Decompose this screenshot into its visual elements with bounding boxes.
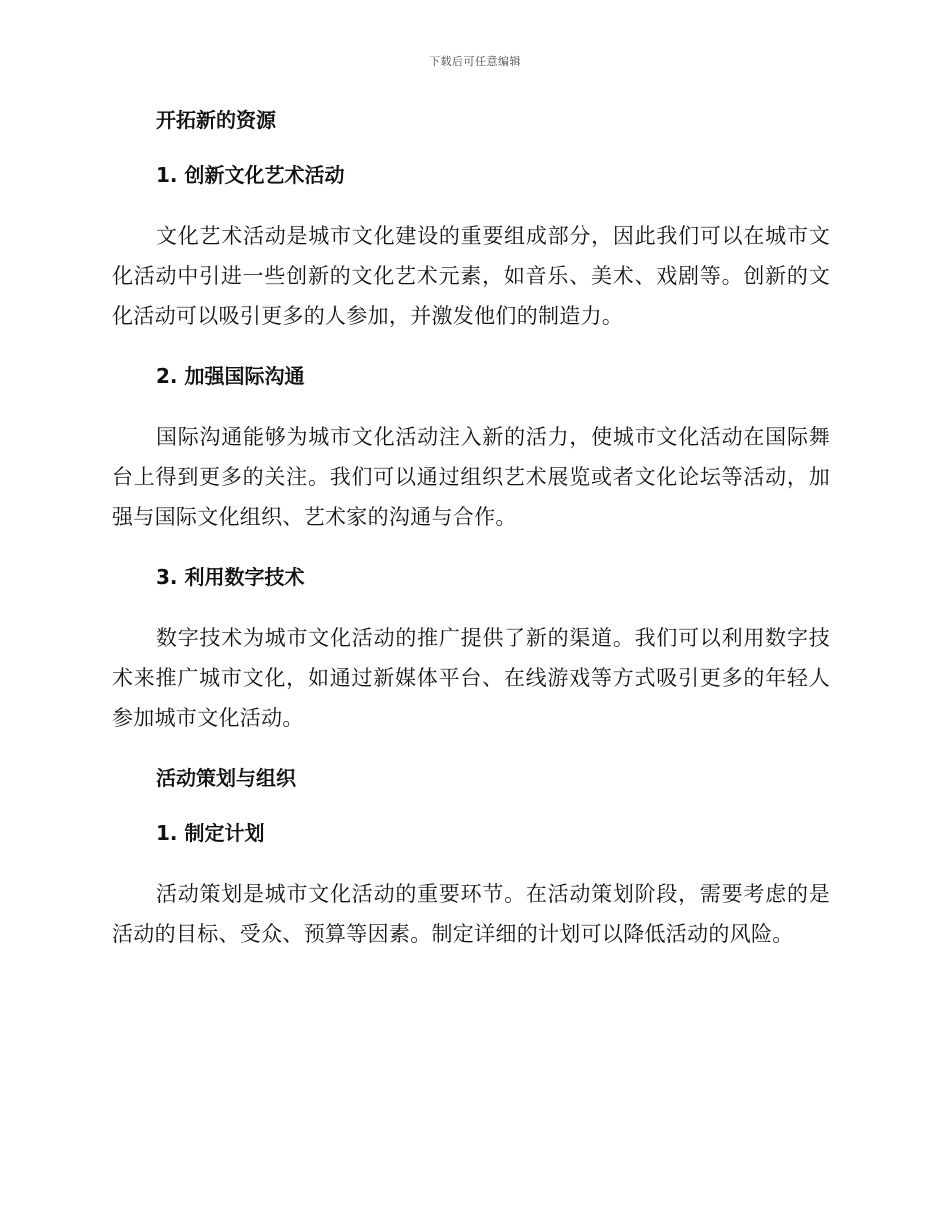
- section-title: 开拓新的资源: [156, 108, 276, 132]
- subsection-heading: 3. 利用数字技术: [156, 565, 305, 589]
- section-title: 活动策划与组织: [156, 766, 296, 790]
- paragraph: 国际沟通能够为城市文化活动注入新的活力，使城市文化活动在国际舞台上得到更多的关注。我们可以通过组织艺术展览或者文化论坛等活动，加强与国际文化组织、艺术家的沟通与合作。: [112, 425, 830, 529]
- paragraph: 文化艺术活动是城市文化建设的重要组成部分，因此我们可以在城市文化活动中引进一些创新的文化艺术元素，如音乐、美术、戏剧等。创新的文化活动可以吸引更多的人参加，并激发他们的制造力。: [112, 224, 830, 328]
- paragraph: 活动策划是城市文化活动的重要环节。在活动策划阶段，需要考虑的是活动的目标、受众、预算等因素。制定详细的计划可以降低活动的风险。: [112, 882, 830, 946]
- paragraph: 数字技术为城市文化活动的推广提供了新的渠道。我们可以利用数字技术来推广城市文化，如通过新媒体平台、在线游戏等方式吸引更多的年轻人参加城市文化活动。: [112, 626, 830, 730]
- subsection-heading: 2. 加强国际沟通: [156, 364, 305, 388]
- document-body: [112, 106, 830, 954]
- subsection-heading: 1. 制定计划: [156, 821, 265, 845]
- header-note: 下载后可任意编辑: [429, 55, 521, 68]
- subsection-heading: 1. 创新文化艺术活动: [156, 163, 345, 187]
